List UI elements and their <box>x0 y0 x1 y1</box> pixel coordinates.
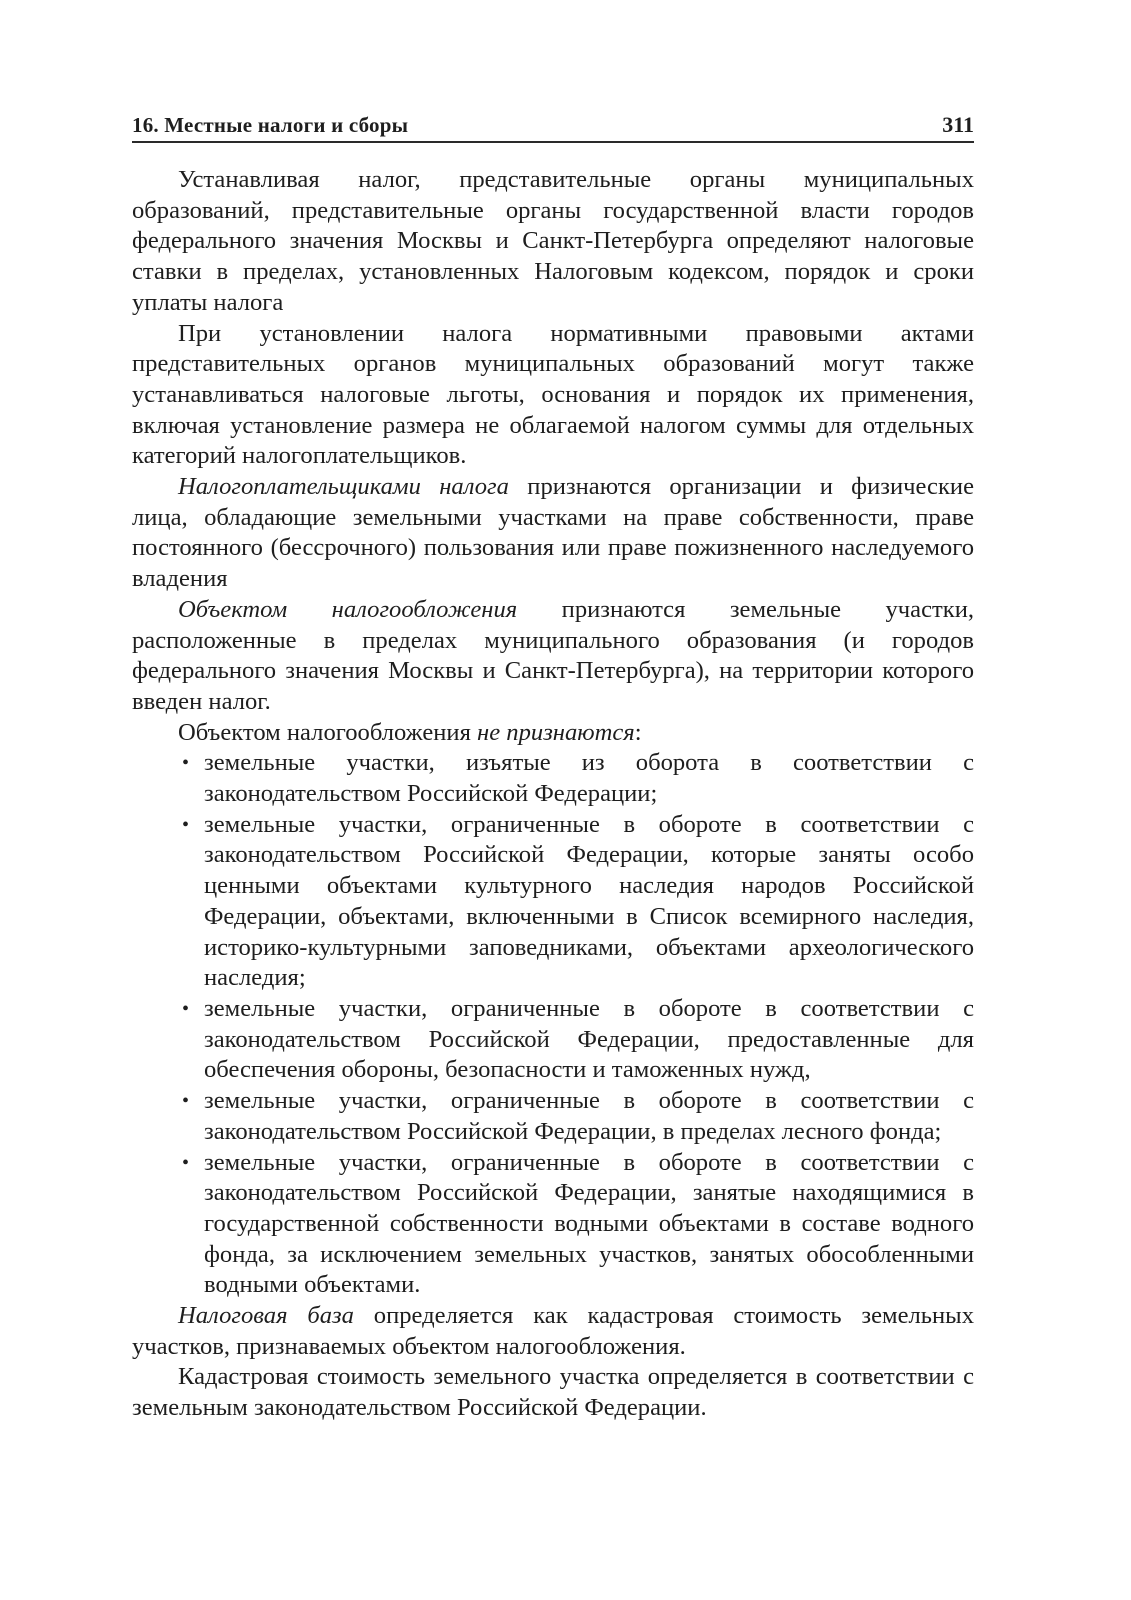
paragraph-benefits: При установлении налога нормативными правовыми актами представительных органов муниципальных образований могут также устанавливаться налоговые льготы, основания и порядок их применения, включая установление размера не облагаемой налогом суммы для отдельных категорий налогоплательщиков. <box>132 319 974 470</box>
list-item <box>182 748 974 809</box>
paragraph-object-text: признаются земельные участки, расположенные в пределах муниципального образования (и городов федерального значения Москвы и Санкт-Петербурга), на территории которого введен налог. <box>132 595 975 715</box>
book-page <box>132 112 974 1424</box>
bullet-icon: • <box>182 813 190 836</box>
term-tax-base: Налоговая база <box>178 1302 354 1330</box>
paragraph-cadastral: Кадастровая стоимость земельного участка определяется в соответствии с земельным законодательством Российской Федерации. <box>132 1363 974 1422</box>
paragraph-taxpayers-text: признаются организации и физические лица, обладающие земельными участками на праве собственности, праве постоянного (бессрочного) пользования или праве пожизненного наследуемого владения <box>132 473 974 593</box>
list-item-text: земельные участки, ограниченные в обороте в соответствии с законодательством Российской Федерации, в пределах лесного фонда; <box>204 1087 974 1145</box>
page-number: 311 <box>942 112 974 137</box>
list-item-text: земельные участки, изъятые из оборота в соответствии с законодательством Российской Федерации; <box>204 749 974 808</box>
list-item-text: земельные участки, ограниченные в обороте в соответствии с законодательством Российской Федерации, которые заняты особо ценными объектами культурного наследия народов Российской Федерации, объектами, включенными в Список всемирного наследия, историко-культурными заповедниками, объектами археологического наследия; <box>204 810 974 992</box>
page-body <box>132 165 974 1424</box>
list-item <box>182 1086 974 1147</box>
bullet-icon: • <box>182 752 190 775</box>
paragraph-taxpayers <box>132 472 974 595</box>
term-taxpayers: Налогоплательщиками налога <box>178 473 509 501</box>
term-object: Объектом налогообложения <box>178 595 518 623</box>
bullet-icon: • <box>182 1151 190 1174</box>
list-item <box>182 1148 974 1302</box>
paragraph-tax-base-text: определяется как кадастровая стоимость земельных участков, признаваемых объектом налогообложения. <box>132 1302 974 1360</box>
exclusions-list <box>132 748 974 1301</box>
list-item <box>182 994 974 1086</box>
list-item <box>182 810 974 994</box>
paragraph-object <box>132 595 974 718</box>
list-item-text: земельные участки, ограниченные в обороте в соответствии с законодательством Российской Федерации, предоставленные для обеспечения обороны, безопасности и таможенных нужд, <box>204 994 974 1084</box>
paragraph-rates: Устанавливая налог, представительные органы муниципальных образований, представительные органы государственной власти городов федерального значения Москвы и Санкт-Петербурга определяют налоговые ставки в пределах, установленных Налоговым кодексом, порядок и сроки уплаты налога <box>132 166 974 316</box>
chapter-title: 16. Местные налоги и сборы <box>132 113 409 137</box>
list-item-text: земельные участки, ограниченные в обороте в соответствии с законодательством Российской Федерации, занятые находящимися в государственной собственности водными объектами в составе водного фонда, за исключением земельных участков, занятых обособленными водными объектами. <box>204 1148 974 1299</box>
paragraph-not-object-colon: : <box>634 718 642 746</box>
running-head <box>132 112 974 143</box>
paragraph-not-object <box>132 718 974 749</box>
paragraph-tax-base <box>132 1301 974 1362</box>
term-not-recognized: не признаются <box>477 718 635 746</box>
bullet-icon: • <box>182 997 190 1020</box>
paragraph-not-object-lead: Объектом налогообложения <box>178 718 478 746</box>
bullet-icon: • <box>182 1090 190 1113</box>
